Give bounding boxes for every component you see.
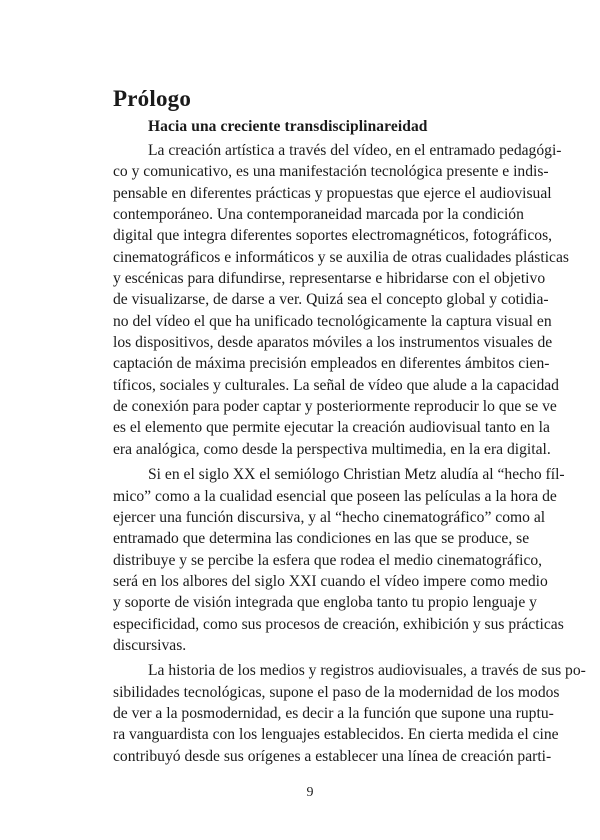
text-line: ra vanguardista con los lenguajes establecidos. En cierta medida el cine — [113, 726, 559, 744]
chapter-title: Prólogo — [113, 86, 192, 111]
text-line: Si en el siglo XX el semiólogo Christian Metz aludía al “hecho fíl- — [148, 466, 565, 484]
text-line: de ver a la posmodernidad, es decir a la función que supone una ruptu- — [113, 704, 554, 722]
text-line: tíficos, sociales y culturales. La señal de vídeo que alude a la capacidad — [113, 376, 559, 394]
text-line: digital que integra diferentes soportes electromagnéticos, fotográficos, — [113, 227, 553, 245]
text-line: contemporáneo. Una contemporaneidad marcada por la condición — [113, 206, 524, 224]
body-text — [113, 140, 586, 767]
text-line: La historia de los medios y registros audiovisuales, a través de sus po- — [148, 662, 586, 680]
text-line: será en los albores del siglo XXI cuando el vídeo impere como medio — [113, 572, 548, 590]
page-number: 9 — [306, 785, 314, 800]
text-line: cinematográficos e informáticos y se auxilia de otras cualidades plásticas — [113, 248, 569, 266]
text-line: La creación artística a través del vídeo, en el entramado pedagógi- — [148, 142, 562, 159]
text-line: los dispositivos, desde aparatos móviles a los instrumentos visuales de — [113, 334, 553, 352]
text-line: de visualizarse, de darse a ver. Quizá sea el concepto global y cotidia- — [113, 291, 549, 309]
text-line: entramado que determina las condiciones en las que se produce, se — [113, 530, 530, 548]
text-line: mico” como a la cualidad esencial que poseen las películas a la hora de — [113, 487, 557, 505]
text-line: especificidad, como sus procesos de creación, exhibición y sus prácticas — [113, 615, 564, 633]
text-line: distribuye y se percibe la esfera que rodea el medio cinematográfico, — [113, 551, 543, 569]
paragraph-2 — [113, 464, 565, 656]
text-line: captación de máxima precisión empleados en diferentes ámbitos cien- — [113, 355, 550, 373]
text-line: era analógica, como desde la perspectiva multimedia, en la era digital. — [113, 440, 551, 458]
text-line: y soporte de visión integrada que engloba tanto tu propio lenguaje y — [113, 594, 537, 612]
text-line: es el elemento que permite ejecutar la creación audiovisual tanto en la — [113, 419, 550, 437]
text-line: de conexión para poder captar y posteriormente reproducir lo que se ve — [113, 398, 557, 416]
paragraph-3 — [113, 660, 586, 767]
paragraph-1 — [113, 140, 569, 460]
text-line: no del vídeo el que ha unificado tecnológicamente la captura visual en — [113, 312, 552, 330]
text-line: discursivas. — [113, 636, 187, 654]
text-line: contribuyó desde sus orígenes a establecer una línea de creación parti- — [113, 747, 552, 765]
text-line: y escénicas para difundirse, representarse e hibridarse con el objetivo — [113, 270, 546, 288]
text-line: pensable en diferentes prácticas y propuestas que ejerce el audiovisual — [113, 184, 552, 202]
text-line: co y comunicativo, es una manifestación tecnológica presente e indis- — [113, 163, 549, 181]
text-line: sibilidades tecnológicas, supone el paso de la modernidad de los modos — [113, 683, 560, 701]
text-line: ejercer una función discursiva, y al “hecho cinematográfico” como al — [113, 508, 546, 526]
section-subtitle: Hacia una creciente transdisciplinareidad — [148, 118, 428, 135]
